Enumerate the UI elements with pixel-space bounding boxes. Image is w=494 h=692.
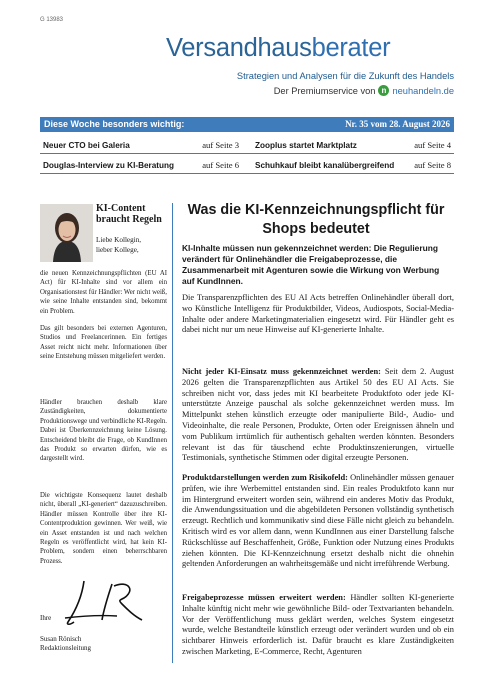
article-text: Die Transparenzpflichten des EU AI Acts betreffen Onlinehändler überall dort, wo Künstliche Intelligenz für Produktbilder, Videos, Audiospots, Social-Media-Inhalte oder andere Marketingmaterialien eingesetzt wird. Für Händler geht es dabei nicht nur um neue Hinweise auf KI-generierte Inhalte. — [182, 293, 454, 335]
article-paragraph — [182, 473, 454, 570]
toc-page: auf Seite 6 — [202, 160, 239, 170]
greeting-line-2: lieber Kollege, — [96, 246, 139, 254]
toc-title: Douglas-Interview zu KI-Beratung — [43, 161, 175, 170]
brand-part2: berater — [311, 34, 391, 62]
article-paragraph — [182, 593, 454, 658]
toc-page: auf Seite 4 — [414, 140, 451, 150]
article-paragraph — [182, 367, 454, 464]
premium-prefix: Der Premiumservice von — [273, 85, 376, 96]
sidebar-text: Händler brauchen deshalb klare Zuständigkeiten, dokumentierte Produktionswege und verbindliche KI-Regeln. Dabei ist Überkennzeichnung keine Lösung. Entscheidend bleibt die Frage, ob KundInnen das Produkt so erwarten dürfen, wie es dargestellt wird. — [40, 399, 167, 463]
paragraph-lead: Produktdarstellungen werden zum Risikofeld: — [182, 473, 348, 482]
sidebar-paragraph — [40, 398, 167, 464]
editor-photo — [40, 204, 93, 262]
editor-role: Redaktionsleitung — [40, 644, 91, 652]
sidebar-paragraph — [40, 491, 167, 566]
article-lead: KI-Inhalte müssen nun gekennzeichnet werden: Die Regulierung verändert für Onlinehändler die Freigabeprozesse, die Zusammenarbeit mit Agenturen sowie die Wirkung von Werbung auf KundInnen. — [182, 243, 440, 286]
greeting-line-1: Liebe Kollegin, — [96, 236, 142, 244]
sidebar-text: Das gilt besonders bei externen Agenturen, Studios und Freelancerinnen. Ein fertiges Asset reicht nicht mehr. Informationen über seine Entstehung müssen mitgeliefert werden. — [40, 325, 167, 361]
brand-part1: Versandhaus — [166, 34, 312, 62]
article-text: Onlinehändler müssen genauer prüfen, wie ihre Werbemittel entstanden sind. Ein reales Produktfoto kann nur im Hintergrund erweitert worden sein, während ein anderes Motiv das Produkt, die Anwendungssituation und die abgebildeten Personen vollständig synthetisch erzeugt. Rechtlich und kommunikativ sind diese Fälle nicht gleich zu behandeln. Kritisch wird es vor allem dann, wenn KundInnen aus einer Darstellung falsche Rückschlüsse auf Beschaffenheit, Größe, Funktion oder Nutzung eines Produkts ziehen könnten. Die KI-Kennzeichnung ersetzt deshalb nicht die ohnehin geltenden Anforderungen an wahrheitsgemäße und nicht irreführende Werbung. — [182, 473, 454, 569]
issue-number: Nr. 35 vom 28. August 2026 — [345, 119, 450, 129]
signature-block — [40, 635, 91, 653]
toc-item[interactable] — [43, 160, 239, 170]
toc-divider — [40, 153, 454, 154]
toc-item[interactable] — [255, 140, 451, 150]
sidebar-text: die neuen Kennzeichnungspflichten (EU AI Act) für KI-Inhalte sind vor allem ein Organisationstest für Händler: Wer nicht weiß, wie seine Inhalte entstanden sind, bekommt ein Problem. — [40, 270, 167, 315]
sidebar-paragraph — [40, 269, 167, 316]
sidebar-greeting — [96, 235, 141, 255]
premium-line — [274, 85, 454, 96]
toc-item[interactable] — [255, 160, 451, 170]
tagline: Strategien und Analysen für die Zukunft des Handels — [236, 71, 454, 81]
toc-title: Zooplus startet Marktplatz — [255, 141, 357, 150]
article-paragraph — [182, 293, 454, 336]
site-link[interactable]: neuhandeln.de — [392, 85, 454, 96]
article-headline: Was die KI-Kennzeichnungspflicht für Shops bedeutet — [187, 202, 445, 237]
toc-divider — [40, 173, 454, 174]
article-text: Seit dem 2. August 2026 gelten die Transparenzpflichten aus Artikel 50 des EU AI Acts. Sie schreiben nicht vor, dass jedes mit KI bearbeitete Produktfoto oder jede KI-unterstützte Anzeige pauschal als solche gekennzeichnet werden muss. Im Mittelpunkt stehen künstlich erzeugte oder manipulierte Bild-, Audio- und Videoinhalte, die reale Personen, Produkte, Orten oder Ereignissen ähneln und vom Publikum irrtümlich für authentisch gehalten werden könnten. Besonders relevant ist das für täuschend echte Produktinszenierungen, virtuelle Testimonials, synthetische Stimmen oder digital erzeugte Personen. — [182, 367, 454, 463]
column-divider — [172, 203, 173, 663]
document-code: G 13983 — [40, 17, 64, 23]
neuhandeln-logo-icon: n — [378, 85, 389, 96]
toc-title: Schuhkauf bleibt kanalübergreifend — [255, 161, 395, 170]
sidebar-title: KI-Content braucht Regeln — [96, 203, 162, 225]
sidebar-paragraph — [40, 324, 167, 362]
highlight-label: Diese Woche besonders wichtig: — [44, 119, 185, 129]
toc-item[interactable] — [43, 140, 239, 150]
closing: Ihre — [40, 614, 52, 622]
toc-title: Neuer CTO bei Galeria — [43, 141, 130, 150]
article-text: Händler sollten KI-generierte Inhalte künftig nicht mehr wie gewöhnliche Bild- oder Textvarianten behandeln. Vor der Veröffentlichung muss geklärt werden, welches System eingesetzt wurde, welche Bestandteile künstlich erzeugt oder verändert wurden und ob ein sichtbarer Hinweis erforderlich ist. Dafür braucht es klare Zuständigkeiten zwischen Marketing, E-Commerce, Recht, Agenturen — [182, 593, 454, 656]
toc-page: auf Seite 8 — [414, 160, 451, 170]
editor-portrait-icon — [40, 204, 93, 262]
sidebar-text: Die wichtigste Konsequenz lautet deshalb nicht, überall „KI-generiert“ dazuzuschreiben. Händler müssen Kontrolle über ihre KI-Contentproduktion gewinnen. Wer weiß, wie ein Asset entstanden ist und nach welchen Regeln es veröffentlicht wird, hat kein KI-Problem, sondern einen beherrschbaren Prozess. — [40, 492, 167, 565]
toc-page: auf Seite 3 — [202, 140, 239, 150]
editor-name: Susan Rönisch — [40, 635, 82, 643]
paragraph-lead: Nicht jeder KI-Einsatz muss gekennzeichnet werden: — [182, 367, 381, 376]
signature-icon — [62, 578, 157, 630]
brand-logo — [166, 34, 390, 63]
paragraph-lead: Freigabeprozesse müssen erweitert werden: — [182, 593, 346, 602]
highlight-bar — [40, 117, 454, 132]
